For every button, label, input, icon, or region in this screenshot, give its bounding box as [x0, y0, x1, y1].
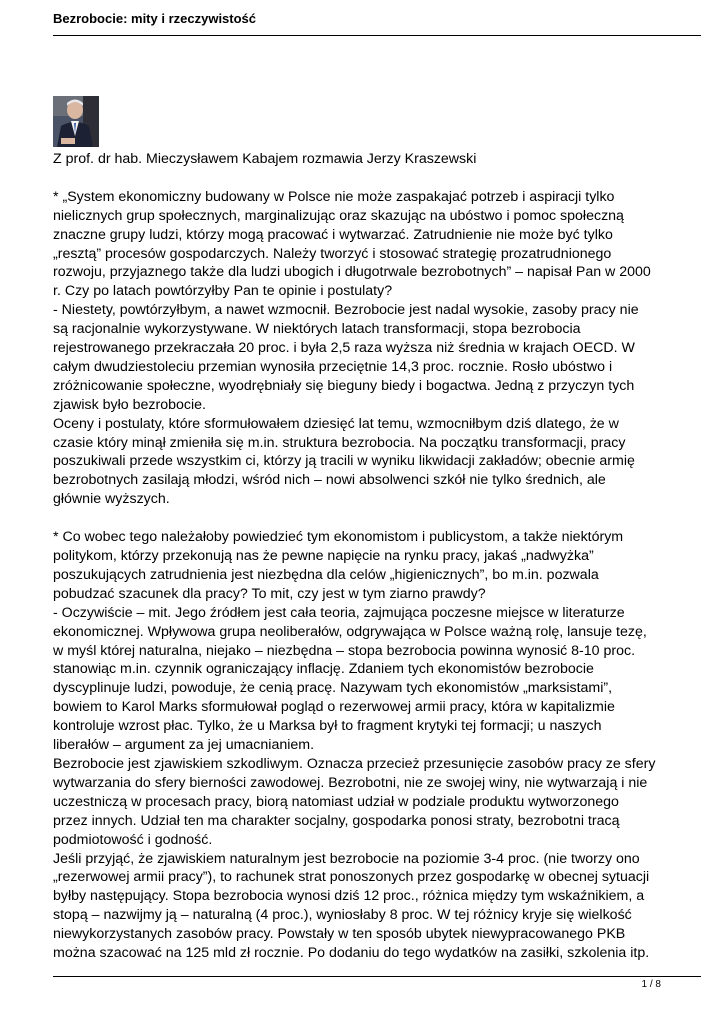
text-line: bowiem to Karol Marks sformułował pogląd o rezerwowej armii pracy, która w kapitalizmie: [53, 699, 615, 716]
text-line: stanowiąc m.in. czynnik ograniczający inflację. Zdaniem tych ekonomistów bezrobocie: [53, 661, 594, 678]
text-line: Oceny i postulaty, które sformułowałem dziesięć lat temu, wzmocniłbym dziś dlatego, że w: [53, 415, 619, 432]
document-title: Bezrobocie: mity i rzeczywistość: [53, 11, 257, 26]
text-line: wytwarzania do sfery bierności zawodowej. Bezrobotni, nie ze swojej winy, nie wytwarzają i nie: [53, 774, 648, 791]
text-line: zjawisk było bezrobocie.: [53, 396, 206, 413]
text-line: poszukujących zatrudnienia jest niezbędna dla celów „higienicznych”, bo m.in. pozwala: [53, 566, 599, 583]
text-line: nielicznych grup społecznych, marginalizując oraz skazując na ubóstwo i pomoc społeczną: [53, 207, 624, 224]
text-line: bezrobotnych zasilają młodzi, wśród nich – nowi absolwenci szkół nie tylko średnich, ale: [53, 472, 606, 489]
text-line: są racjonalnie wykorzystywane. W niektórych latach transformacji, stopa bezrobocia: [53, 321, 581, 338]
text-line: - Oczywiście – mit. Jego źródłem jest cała teoria, zajmująca poczesne miejsce w literaturze: [53, 604, 625, 621]
text-line: zróżnicowanie społeczne, wyodrębniały się bieguny biedy i bogactwa. Jedną z przyczyn tych: [53, 377, 635, 394]
text-line: uczestniczą w procesach pracy, biorą natomiast udział w podziale produktu wytworzonego: [53, 793, 619, 810]
footer-divider: [53, 976, 701, 977]
paragraph-gap: [53, 169, 703, 188]
text-line: „resztą” procesów gospodarczych. Należy tworzyć i stosować strategię prozatrudnionego: [53, 245, 612, 262]
text-line: przez innych. Udział ten ma charakter socjalny, gospodarka ponosi straty, bezrobotni tracą: [53, 812, 620, 829]
text-line: - Niestety, powtórzyłbym, a nawet wzmocnił. Bezrobocie jest nadal wysokie, zasoby pracy nie: [53, 302, 639, 319]
text-line: politykom, którzy przekonują nas że pewne napięcie na rynku pracy, jakaś „nadwyżka”: [53, 548, 594, 565]
text-line: Bezrobocie jest zjawiskiem szkodliwym. Oznacza przecież przesunięcie zasobów pracy ze sfery: [53, 755, 656, 772]
text-line: niewykorzystanych zasobów pracy. Powstały w ten sposób ubytek niewypracowanego PKB: [53, 926, 626, 943]
text-line: rozwoju, przyjaznego także dla ludzi ubogich i długotrwale bezrobotnych” – napisał Pan w 2000: [53, 264, 651, 281]
text-line: dyscyplinuje ludzi, powoduje, że cenią pracę. Nazywam tych ekonomistów „marksistami”,: [53, 680, 613, 697]
text-line: można szacować na 125 mld zł rocznie. Po dodaniu do tego wydatków na zasiłki, szkolenia itp.: [53, 945, 650, 962]
text-line: czasie który minął zmieniła się m.in. struktura bezrobocia. Na początku transformacji, pracy: [53, 434, 626, 451]
text-line: ekonomicznej. Wpływowa grupa neoliberałów, odgrywająca w Polsce ważną rolę, lansuje tezę,: [53, 623, 647, 640]
page-number: 1 / 8: [641, 979, 661, 990]
text-line: * „System ekonomiczny budowany w Polsce nie może zaspakajać potrzeb i aspiracji tylko: [53, 188, 615, 205]
text-line: byłby następujący. Stopa bezrobocia wynosi dziś 12 proc., różnica między tym wskaźnikiem, a: [53, 888, 645, 905]
text-line: całym dwudziestoleciu przemian wynosiła przeciętnie 14,3 proc. rocznie. Rosło ubóstwo i: [53, 358, 613, 375]
header-divider: [53, 35, 701, 36]
text-line: r. Czy po latach powtórzyłby Pan te opinie i postulaty?: [53, 283, 393, 300]
text-line: znaczne grupy ludzi, którzy mogą pracować i wytwarzać. Zatrudnienie nie może być tylko: [53, 226, 613, 243]
article-body: [53, 150, 703, 963]
text-line: Jeśli przyjąć, że zjawiskiem naturalnym jest bezrobocie na poziomie 3-4 proc. (nie tworzy ono: [53, 850, 640, 867]
text-line: pobudzać szacunek dla pracy? To mit, czy jest w tym ziarno prawdy?: [53, 585, 486, 602]
text-line: w myśl której naturalna, niejako – niezbędna – stopa bezrobocia powinna wynosić 8-10 proc.: [53, 642, 636, 659]
text-line: [53, 509, 703, 528]
text-line: „rezerwowej armii pracy”), to rachunek strat ponoszonych przez gospodarkę w obecnej sytuacji: [53, 869, 650, 886]
text-line: głównie wyższych.: [53, 491, 170, 508]
article-text: [53, 188, 703, 963]
text-line: rejestrowanego przekraczała 20 proc. i była 2,5 raza wyższa niż średnia w krajach OECD. W: [53, 340, 635, 357]
text-line: stopą – nazwijmy ją – naturalną (4 proc.), wyniosłaby 8 proc. W tej różnicy kryje się wielkość: [53, 907, 632, 924]
byline: Z prof. dr hab. Mieczysławem Kabajem rozmawia Jerzy Kraszewski: [53, 151, 477, 167]
portrait-photo-icon: [53, 96, 99, 147]
text-line: * Co wobec tego należałoby powiedzieć tym ekonomistom i publicystom, a także niektórym: [53, 529, 624, 546]
text-line: podmiotowość i godność.: [53, 831, 213, 848]
text-line: poszukiwali przede wszystkim ci, którzy ją tracili w wyniku likwidacji zakładów; obecnie armię: [53, 453, 635, 470]
text-line: kontroluje wzrost płac. Tylko, że u Marksa był to fragment krytyki tej formacji; u naszych: [53, 718, 602, 735]
text-line: liberałów – argument za jej umacnianiem.: [53, 737, 315, 754]
